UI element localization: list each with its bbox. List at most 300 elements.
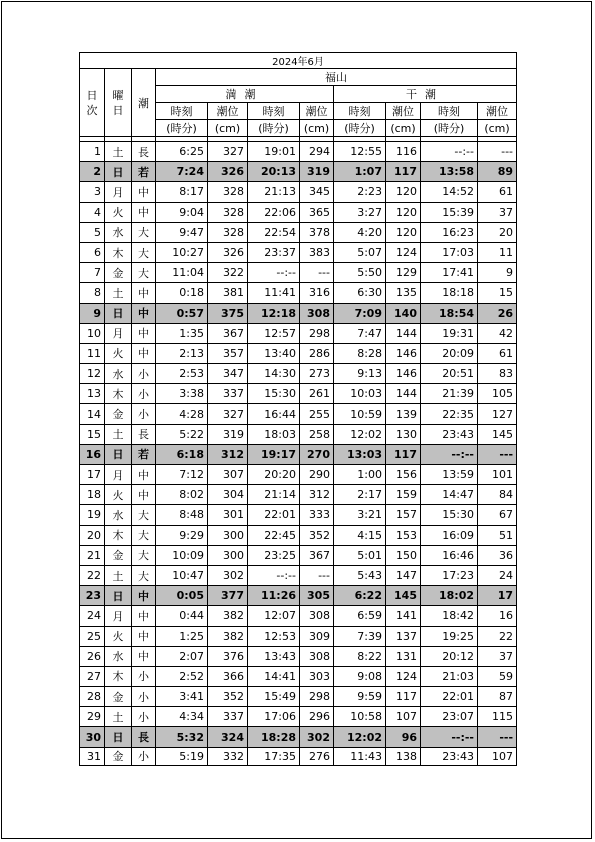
low1-time-cell: 1:00 <box>334 465 386 485</box>
low1-time-label: 時刻 <box>334 103 386 120</box>
day-number-cell: 2 <box>80 162 105 182</box>
high2-level-cell: 333 <box>300 505 334 525</box>
day-number-cell: 20 <box>80 525 105 545</box>
tide-type-cell: 中 <box>132 343 156 363</box>
low1-time-cell: 7:09 <box>334 303 386 323</box>
high2-level-cell: 305 <box>300 586 334 606</box>
high2-level-cell: --- <box>300 565 334 585</box>
low2-time-cell: 20:09 <box>421 343 478 363</box>
high2-level-cell: 308 <box>300 646 334 666</box>
weekday-cell: 金 <box>105 263 132 283</box>
tide-type-cell: 中 <box>132 626 156 646</box>
high2-level-cell: 303 <box>300 666 334 686</box>
day-number-cell: 27 <box>80 666 105 686</box>
low1-level-unit: (cm) <box>386 120 421 137</box>
high1-level-cell: 352 <box>208 687 248 707</box>
low2-time-cell: --:-- <box>421 444 478 464</box>
table-row <box>80 505 517 525</box>
high2-time-cell: 18:03 <box>248 424 300 444</box>
day-number-cell: 24 <box>80 606 105 626</box>
high1-level-cell: 382 <box>208 626 248 646</box>
low2-level-cell: 107 <box>478 747 517 765</box>
weekday-cell: 火 <box>105 485 132 505</box>
low1-level-cell: 140 <box>386 303 421 323</box>
high1-time-cell: 5:19 <box>156 747 208 765</box>
high2-time-cell: 22:06 <box>248 202 300 222</box>
table-row <box>80 303 517 323</box>
weekday-cell: 水 <box>105 646 132 666</box>
high1-time-cell: 10:47 <box>156 565 208 585</box>
low1-time-cell: 11:43 <box>334 747 386 765</box>
low2-level-unit: (cm) <box>478 120 517 137</box>
tide-type-cell: 大 <box>132 525 156 545</box>
day-number-cell: 19 <box>80 505 105 525</box>
high1-level-unit: (cm) <box>208 120 248 137</box>
tide-type-cell: 中 <box>132 586 156 606</box>
high1-time-cell: 6:25 <box>156 142 208 162</box>
day-number-cell: 11 <box>80 343 105 363</box>
table-row <box>80 666 517 686</box>
low1-level-cell: 96 <box>386 727 421 747</box>
low2-time-cell: 15:30 <box>421 505 478 525</box>
low1-time-cell: 6:59 <box>334 606 386 626</box>
high1-level-cell: 357 <box>208 343 248 363</box>
low2-time-cell: 14:47 <box>421 485 478 505</box>
tide-type-cell: 小 <box>132 687 156 707</box>
high1-level-cell: 322 <box>208 263 248 283</box>
high2-level-cell: 255 <box>300 404 334 424</box>
low2-level-cell: 61 <box>478 343 517 363</box>
low2-time-cell: 16:23 <box>421 222 478 242</box>
weekday-cell: 火 <box>105 343 132 363</box>
high1-time-cell: 11:04 <box>156 263 208 283</box>
high2-time-cell: 15:49 <box>248 687 300 707</box>
high2-level-cell: 308 <box>300 606 334 626</box>
weekday-header <box>105 69 132 137</box>
high2-time-cell: 17:06 <box>248 707 300 727</box>
tide-table <box>79 52 517 766</box>
low2-time-cell: 18:02 <box>421 586 478 606</box>
high1-level-cell: 375 <box>208 303 248 323</box>
high1-time-cell: 6:18 <box>156 444 208 464</box>
table-row <box>80 263 517 283</box>
tide-type-cell: 大 <box>132 263 156 283</box>
day-number-cell: 8 <box>80 283 105 303</box>
low2-time-cell: 16:46 <box>421 545 478 565</box>
low1-time-cell: 5:43 <box>334 565 386 585</box>
tide-type-cell: 小 <box>132 666 156 686</box>
table-row <box>80 606 517 626</box>
weekday-cell: 土 <box>105 283 132 303</box>
day-number-cell: 7 <box>80 263 105 283</box>
high1-time-cell: 5:22 <box>156 424 208 444</box>
high1-level-cell: 328 <box>208 202 248 222</box>
high2-level-cell: 261 <box>300 384 334 404</box>
low2-level-cell: 37 <box>478 646 517 666</box>
low1-level-cell: 120 <box>386 182 421 202</box>
high2-time-cell: 18:28 <box>248 727 300 747</box>
day-number-cell: 23 <box>80 586 105 606</box>
high2-time-cell: 22:54 <box>248 222 300 242</box>
table-row <box>80 323 517 343</box>
low2-time-cell: 14:52 <box>421 182 478 202</box>
table-row <box>80 142 517 162</box>
low1-time-cell: 10:03 <box>334 384 386 404</box>
weekday-cell: 日 <box>105 586 132 606</box>
low2-time-cell: 13:58 <box>421 162 478 182</box>
high1-time-cell: 5:32 <box>156 727 208 747</box>
tide-type-cell: 小 <box>132 384 156 404</box>
high1-level-cell: 337 <box>208 707 248 727</box>
low1-level-cell: 139 <box>386 404 421 424</box>
low1-level-cell: 150 <box>386 545 421 565</box>
low-tide-header: 干潮 <box>334 86 517 103</box>
low1-time-cell: 8:22 <box>334 646 386 666</box>
day-number-cell: 17 <box>80 465 105 485</box>
high2-level-label: 潮位 <box>300 103 334 120</box>
low1-time-cell: 4:20 <box>334 222 386 242</box>
table-row <box>80 242 517 262</box>
high2-level-cell: 286 <box>300 343 334 363</box>
tide-table-body <box>80 137 517 766</box>
low1-level-label: 潮位 <box>386 103 421 120</box>
table-row <box>80 707 517 727</box>
low2-time-cell: 22:01 <box>421 687 478 707</box>
high1-level-cell: 326 <box>208 242 248 262</box>
high1-level-cell: 377 <box>208 586 248 606</box>
table-row <box>80 485 517 505</box>
table-row <box>80 444 517 464</box>
low1-level-cell: 129 <box>386 263 421 283</box>
low1-level-cell: 124 <box>386 666 421 686</box>
low2-time-cell: 23:43 <box>421 747 478 765</box>
high2-level-cell: 319 <box>300 162 334 182</box>
low1-level-cell: 117 <box>386 687 421 707</box>
high2-time-cell: 20:13 <box>248 162 300 182</box>
low1-time-cell: 3:27 <box>334 202 386 222</box>
tide-type-cell: 小 <box>132 364 156 384</box>
high1-level-cell: 327 <box>208 142 248 162</box>
weekday-cell: 月 <box>105 606 132 626</box>
high1-time-cell: 8:48 <box>156 505 208 525</box>
tide-type-cell: 長 <box>132 727 156 747</box>
day-header-label: 日次 <box>86 88 98 117</box>
low1-level-cell: 135 <box>386 283 421 303</box>
low2-time-cell: 15:39 <box>421 202 478 222</box>
table-row <box>80 283 517 303</box>
weekday-cell: 水 <box>105 505 132 525</box>
day-number-cell: 29 <box>80 707 105 727</box>
day-number-cell: 31 <box>80 747 105 765</box>
high2-time-cell: 12:07 <box>248 606 300 626</box>
day-number-cell: 6 <box>80 242 105 262</box>
day-number-cell: 14 <box>80 404 105 424</box>
weekday-header-label: 曜日 <box>112 88 124 117</box>
low1-level-cell: 159 <box>386 485 421 505</box>
high1-level-cell: 337 <box>208 384 248 404</box>
day-number-cell: 5 <box>80 222 105 242</box>
low1-time-cell: 6:30 <box>334 283 386 303</box>
low1-level-cell: 145 <box>386 586 421 606</box>
low2-level-cell: 37 <box>478 202 517 222</box>
weekday-cell: 木 <box>105 666 132 686</box>
low2-level-cell: 84 <box>478 485 517 505</box>
day-number-cell: 3 <box>80 182 105 202</box>
high2-time-cell: 23:25 <box>248 545 300 565</box>
high-tide-header: 満潮 <box>156 86 334 103</box>
high1-level-cell: 327 <box>208 404 248 424</box>
table-row <box>80 364 517 384</box>
tide-type-cell: 大 <box>132 222 156 242</box>
low1-time-cell: 1:07 <box>334 162 386 182</box>
low2-level-cell: 89 <box>478 162 517 182</box>
weekday-cell: 日 <box>105 162 132 182</box>
high1-time-cell: 2:07 <box>156 646 208 666</box>
table-row <box>80 545 517 565</box>
high1-level-cell: 300 <box>208 545 248 565</box>
low1-time-cell: 13:03 <box>334 444 386 464</box>
weekday-cell: 金 <box>105 747 132 765</box>
tide-type-cell: 中 <box>132 283 156 303</box>
low2-time-cell: 23:43 <box>421 424 478 444</box>
high1-level-cell: 381 <box>208 283 248 303</box>
high2-time-cell: 19:01 <box>248 142 300 162</box>
high2-time-cell: 14:30 <box>248 364 300 384</box>
low1-time-cell: 2:23 <box>334 182 386 202</box>
high2-time-cell: 20:20 <box>248 465 300 485</box>
high2-level-cell: 276 <box>300 747 334 765</box>
table-row <box>80 404 517 424</box>
weekday-cell: 月 <box>105 323 132 343</box>
low1-time-cell: 5:50 <box>334 263 386 283</box>
weekday-cell: 土 <box>105 424 132 444</box>
low1-level-cell: 130 <box>386 424 421 444</box>
table-row <box>80 343 517 363</box>
low1-level-cell: 116 <box>386 142 421 162</box>
low2-level-cell: 83 <box>478 364 517 384</box>
high2-level-cell: 352 <box>300 525 334 545</box>
low1-time-cell: 2:17 <box>334 485 386 505</box>
tide-type-cell: 小 <box>132 404 156 424</box>
low2-level-cell: 36 <box>478 545 517 565</box>
low1-level-cell: 131 <box>386 646 421 666</box>
tide-type-cell: 大 <box>132 505 156 525</box>
high2-time-cell: 22:45 <box>248 525 300 545</box>
location-header: 福山 <box>156 69 517 86</box>
day-number-cell: 26 <box>80 646 105 666</box>
high1-time-unit: (時分) <box>156 120 208 137</box>
day-number-cell: 10 <box>80 323 105 343</box>
low1-level-cell: 146 <box>386 364 421 384</box>
high2-level-unit: (cm) <box>300 120 334 137</box>
low2-time-cell: 17:41 <box>421 263 478 283</box>
tide-type-cell: 大 <box>132 242 156 262</box>
low2-time-cell: 18:18 <box>421 283 478 303</box>
high1-time-cell: 0:05 <box>156 586 208 606</box>
low2-time-cell: --:-- <box>421 142 478 162</box>
high2-level-cell: 308 <box>300 303 334 323</box>
high2-level-cell: 298 <box>300 687 334 707</box>
high1-time-cell: 2:13 <box>156 343 208 363</box>
high1-level-cell: 304 <box>208 485 248 505</box>
low2-time-label: 時刻 <box>421 103 478 120</box>
tide-type-cell: 中 <box>132 202 156 222</box>
weekday-cell: 土 <box>105 707 132 727</box>
low2-level-cell: 9 <box>478 263 517 283</box>
low1-time-cell: 7:47 <box>334 323 386 343</box>
weekday-cell: 火 <box>105 202 132 222</box>
table-row <box>80 727 517 747</box>
low1-level-cell: 120 <box>386 202 421 222</box>
high2-time-cell: 21:13 <box>248 182 300 202</box>
tide-type-cell: 中 <box>132 485 156 505</box>
high2-time-cell: 22:01 <box>248 505 300 525</box>
low2-level-cell: 15 <box>478 283 517 303</box>
low2-time-cell: 17:23 <box>421 565 478 585</box>
low2-level-cell: 87 <box>478 687 517 707</box>
high1-level-cell: 307 <box>208 465 248 485</box>
low1-level-cell: 141 <box>386 606 421 626</box>
day-header <box>80 69 105 137</box>
tide-type-cell: 長 <box>132 424 156 444</box>
low1-time-cell: 12:02 <box>334 424 386 444</box>
table-row <box>80 465 517 485</box>
low2-time-cell: 22:35 <box>421 404 478 424</box>
high2-time-label: 時刻 <box>248 103 300 120</box>
high1-time-cell: 7:24 <box>156 162 208 182</box>
low2-level-cell: --- <box>478 142 517 162</box>
low2-level-cell: 22 <box>478 626 517 646</box>
high1-time-cell: 2:53 <box>156 364 208 384</box>
high1-time-cell: 1:35 <box>156 323 208 343</box>
low2-time-cell: 21:39 <box>421 384 478 404</box>
low2-time-cell: 19:31 <box>421 323 478 343</box>
high2-time-cell: 13:40 <box>248 343 300 363</box>
low1-level-cell: 144 <box>386 323 421 343</box>
high2-time-cell: 11:41 <box>248 283 300 303</box>
high2-level-cell: 290 <box>300 465 334 485</box>
high2-time-cell: 12:57 <box>248 323 300 343</box>
high1-level-cell: 366 <box>208 666 248 686</box>
high2-level-cell: 258 <box>300 424 334 444</box>
low2-time-cell: 17:03 <box>421 242 478 262</box>
high2-level-cell: 302 <box>300 727 334 747</box>
low1-level-cell: 117 <box>386 162 421 182</box>
high1-time-cell: 4:34 <box>156 707 208 727</box>
high1-time-cell: 9:04 <box>156 202 208 222</box>
day-number-cell: 21 <box>80 545 105 565</box>
tide-type-cell: 大 <box>132 565 156 585</box>
low1-level-cell: 117 <box>386 444 421 464</box>
low1-level-cell: 147 <box>386 565 421 585</box>
high1-level-cell: 367 <box>208 323 248 343</box>
low2-level-cell: 17 <box>478 586 517 606</box>
weekday-cell: 金 <box>105 687 132 707</box>
tide-type-cell: 大 <box>132 545 156 565</box>
low2-time-cell: --:-- <box>421 727 478 747</box>
weekday-cell: 木 <box>105 242 132 262</box>
low1-time-cell: 10:59 <box>334 404 386 424</box>
table-row <box>80 626 517 646</box>
tide-type-cell: 中 <box>132 323 156 343</box>
low1-time-cell: 4:15 <box>334 525 386 545</box>
low2-level-cell: 105 <box>478 384 517 404</box>
low2-level-cell: 20 <box>478 222 517 242</box>
table-row <box>80 565 517 585</box>
weekday-cell: 土 <box>105 565 132 585</box>
low2-level-cell: 61 <box>478 182 517 202</box>
low2-time-cell: 18:54 <box>421 303 478 323</box>
high1-time-cell: 9:29 <box>156 525 208 545</box>
high2-level-cell: 378 <box>300 222 334 242</box>
low1-level-cell: 144 <box>386 384 421 404</box>
low2-level-cell: 51 <box>478 525 517 545</box>
low1-level-cell: 107 <box>386 707 421 727</box>
low2-level-cell: 127 <box>478 404 517 424</box>
weekday-cell: 水 <box>105 364 132 384</box>
low1-time-cell: 12:02 <box>334 727 386 747</box>
high1-level-label: 潮位 <box>208 103 248 120</box>
high1-level-cell: 326 <box>208 162 248 182</box>
high1-level-cell: 319 <box>208 424 248 444</box>
high1-level-cell: 300 <box>208 525 248 545</box>
high1-time-cell: 9:47 <box>156 222 208 242</box>
low1-time-cell: 3:21 <box>334 505 386 525</box>
high1-level-cell: 328 <box>208 222 248 242</box>
high1-time-cell: 10:27 <box>156 242 208 262</box>
high1-time-cell: 0:57 <box>156 303 208 323</box>
low2-level-cell: --- <box>478 444 517 464</box>
low2-level-cell: 101 <box>478 465 517 485</box>
low2-time-cell: 13:59 <box>421 465 478 485</box>
tide-type-cell: 小 <box>132 747 156 765</box>
high2-level-cell: 316 <box>300 283 334 303</box>
low1-time-cell: 9:59 <box>334 687 386 707</box>
table-row <box>80 202 517 222</box>
low2-level-cell: 42 <box>478 323 517 343</box>
table-title: 2024年6月 <box>80 53 517 69</box>
high1-level-cell: 328 <box>208 182 248 202</box>
low2-level-cell: 145 <box>478 424 517 444</box>
table-row <box>80 525 517 545</box>
high1-level-cell: 382 <box>208 606 248 626</box>
high2-level-cell: 383 <box>300 242 334 262</box>
table-row <box>80 162 517 182</box>
high1-level-cell: 301 <box>208 505 248 525</box>
low2-time-cell: 20:12 <box>421 646 478 666</box>
day-number-cell: 1 <box>80 142 105 162</box>
table-row <box>80 384 517 404</box>
high1-level-cell: 324 <box>208 727 248 747</box>
day-number-cell: 25 <box>80 626 105 646</box>
low2-level-cell: 16 <box>478 606 517 626</box>
day-number-cell: 15 <box>80 424 105 444</box>
high1-level-cell: 302 <box>208 565 248 585</box>
tide-type-cell: 若 <box>132 162 156 182</box>
weekday-cell: 金 <box>105 545 132 565</box>
low2-time-cell: 20:51 <box>421 364 478 384</box>
low2-time-cell: 21:03 <box>421 666 478 686</box>
tide-type-cell: 中 <box>132 303 156 323</box>
high2-time-cell: 12:53 <box>248 626 300 646</box>
high2-level-cell: 273 <box>300 364 334 384</box>
high2-level-cell: 270 <box>300 444 334 464</box>
high2-time-cell: 12:18 <box>248 303 300 323</box>
high2-time-cell: --:-- <box>248 263 300 283</box>
high2-time-cell: 11:26 <box>248 586 300 606</box>
low1-time-cell: 12:55 <box>334 142 386 162</box>
high1-time-cell: 0:44 <box>156 606 208 626</box>
